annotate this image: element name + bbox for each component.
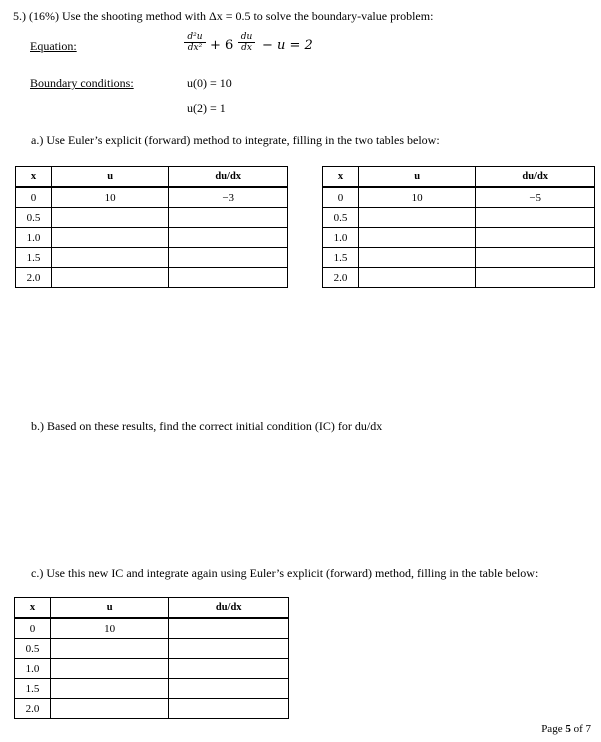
boundary-conditions-label: Boundary conditions: xyxy=(30,76,134,90)
table-2-header-dudx: du/dx xyxy=(476,167,595,188)
table-cell[interactable] xyxy=(476,228,595,248)
table-cell[interactable] xyxy=(476,208,595,228)
table-row xyxy=(15,679,289,699)
table-cell: 0 xyxy=(323,187,359,208)
table-cell[interactable] xyxy=(51,208,169,228)
page-suffix: of 7 xyxy=(570,723,591,735)
table-row xyxy=(15,659,289,679)
page-number xyxy=(541,723,591,735)
table-row xyxy=(323,228,595,248)
second-derivative-numerator: d²u xyxy=(184,32,206,43)
table-cell[interactable] xyxy=(169,679,289,699)
first-derivative-denominator: dx xyxy=(241,43,252,53)
equation-label: Equation: xyxy=(30,39,77,53)
boundary-condition-2: u(2) = 1 xyxy=(187,101,226,115)
table-cell[interactable] xyxy=(50,639,169,659)
table-1-header-dudx: du/dx xyxy=(169,167,288,188)
table-row xyxy=(16,268,288,288)
table-cell[interactable] xyxy=(358,208,476,228)
table-2 xyxy=(322,166,595,288)
table-cell: 1.0 xyxy=(16,228,52,248)
table-cell[interactable] xyxy=(169,618,289,639)
table-cell[interactable] xyxy=(169,248,288,268)
table-cell[interactable]: 10 xyxy=(51,187,169,208)
table-cell[interactable] xyxy=(51,268,169,288)
boundary-condition-1: u(0) = 10 xyxy=(187,76,232,90)
part-a-text: a.) Use Euler’s explicit (forward) method to integrate, filling in the two tables below: xyxy=(31,133,440,147)
table-cell[interactable] xyxy=(169,699,289,719)
table-row xyxy=(323,208,595,228)
table-cell: 2.0 xyxy=(323,268,359,288)
page-current: 5 xyxy=(565,723,571,735)
table-cell: 1.5 xyxy=(15,679,51,699)
table-cell[interactable] xyxy=(169,228,288,248)
table-cell[interactable] xyxy=(476,268,595,288)
table-row xyxy=(16,228,288,248)
table-1-header-row xyxy=(16,167,288,188)
table-cell: 2.0 xyxy=(15,699,51,719)
table-cell: 0.5 xyxy=(16,208,52,228)
table-cell[interactable] xyxy=(358,268,476,288)
table-row xyxy=(15,618,289,639)
table-cell: 1.5 xyxy=(323,248,359,268)
table-cell[interactable] xyxy=(169,639,289,659)
table-row xyxy=(15,639,289,659)
table-row xyxy=(16,187,288,208)
part-c-text: c.) Use this new IC and integrate again using Euler’s explicit (forward) method, filling in the table below: xyxy=(31,566,539,580)
table-1 xyxy=(15,166,288,288)
table-row xyxy=(16,248,288,268)
table-cell[interactable] xyxy=(169,659,289,679)
table-cell[interactable] xyxy=(358,248,476,268)
equation-rest: − u = 2 xyxy=(262,38,313,53)
table-3-header-u: u xyxy=(50,598,169,619)
equation-coefficient: + 6 xyxy=(210,38,234,53)
table-cell: 1.5 xyxy=(16,248,52,268)
problem-heading: 5.) (16%) Use the shooting method with Δx = 0.5 to solve the boundary-value problem: xyxy=(13,9,434,23)
first-derivative-numerator: du xyxy=(238,32,255,43)
first-derivative-fraction xyxy=(238,32,255,53)
part-b-text: b.) Based on these results, find the correct initial condition (IC) for du/dx xyxy=(31,419,383,433)
table-cell: 2.0 xyxy=(16,268,52,288)
table-3-header-dudx: du/dx xyxy=(169,598,289,619)
table-cell[interactable] xyxy=(358,228,476,248)
table-cell[interactable]: 10 xyxy=(50,618,169,639)
table-row xyxy=(323,268,595,288)
table-cell: 0 xyxy=(15,618,51,639)
table-cell[interactable] xyxy=(476,248,595,268)
table-3 xyxy=(14,597,289,719)
table-2-header-x: x xyxy=(323,167,359,188)
second-derivative-fraction xyxy=(184,32,206,53)
table-cell: 0.5 xyxy=(323,208,359,228)
table-cell[interactable] xyxy=(51,228,169,248)
table-2-header-u: u xyxy=(358,167,476,188)
table-cell[interactable]: −5 xyxy=(476,187,595,208)
table-cell: 0 xyxy=(16,187,52,208)
table-1-header-u: u xyxy=(51,167,169,188)
table-row xyxy=(323,187,595,208)
table-cell[interactable] xyxy=(169,268,288,288)
table-cell: 1.0 xyxy=(15,659,51,679)
table-cell[interactable] xyxy=(50,679,169,699)
second-derivative-denominator: dx² xyxy=(187,43,203,53)
table-3-header-x: x xyxy=(15,598,51,619)
table-cell[interactable]: −3 xyxy=(169,187,288,208)
table-2-header-row xyxy=(323,167,595,188)
table-1-header-x: x xyxy=(16,167,52,188)
table-cell[interactable]: 10 xyxy=(358,187,476,208)
table-cell: 1.0 xyxy=(323,228,359,248)
table-cell[interactable] xyxy=(51,248,169,268)
table-cell[interactable] xyxy=(50,699,169,719)
table-3-header-row xyxy=(15,598,289,619)
table-row xyxy=(16,208,288,228)
table-row xyxy=(323,248,595,268)
table-cell: 0.5 xyxy=(15,639,51,659)
page-prefix: Page xyxy=(541,723,566,735)
table-row xyxy=(15,699,289,719)
table-cell[interactable] xyxy=(169,208,288,228)
table-cell[interactable] xyxy=(50,659,169,679)
